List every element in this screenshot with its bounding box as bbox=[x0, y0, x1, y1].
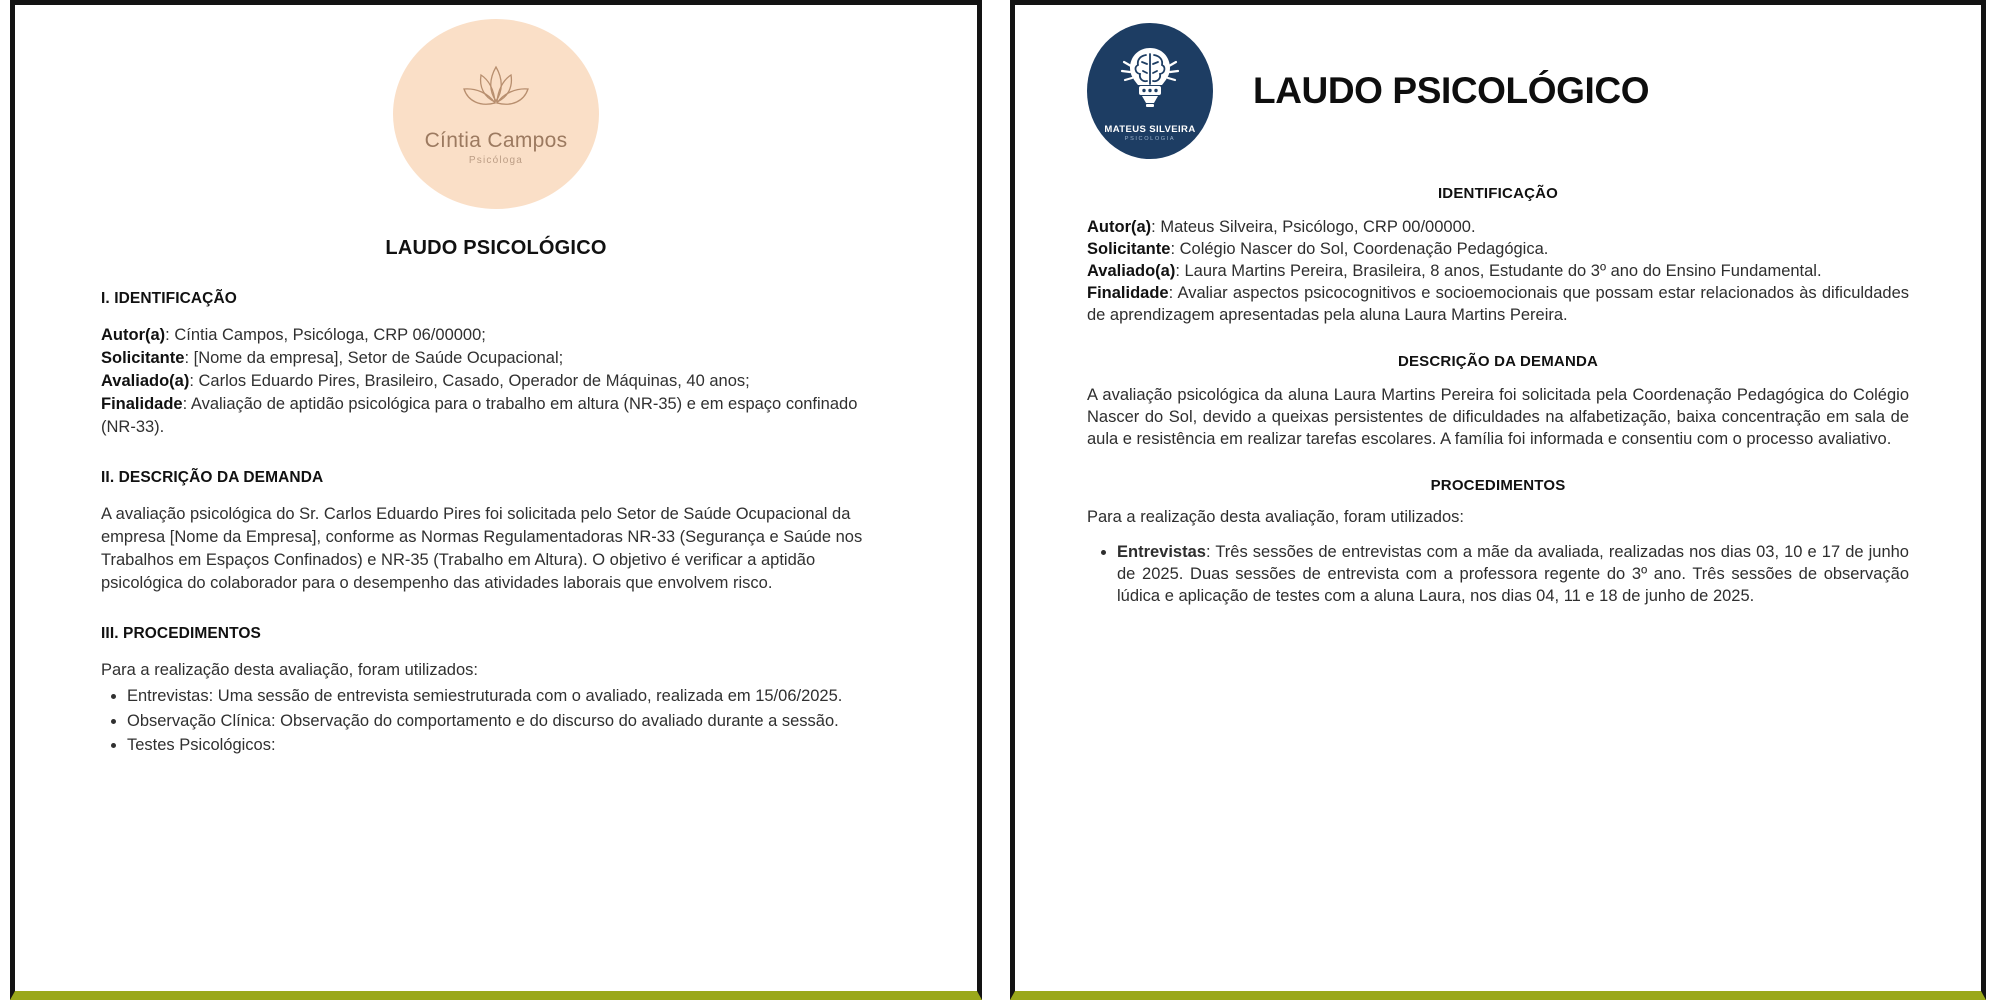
field-label: Avaliado(a) bbox=[101, 372, 190, 391]
field-label: Avaliado(a) bbox=[1087, 261, 1176, 280]
section-heading-procedimentos-a: III. PROCEDIMENTOS bbox=[101, 624, 261, 642]
field-value: : Carlos Eduardo Pires, Brasileiro, Casado, Operador de Máquinas, 40 anos; bbox=[189, 372, 750, 391]
field-avaliado-a bbox=[101, 370, 891, 393]
field-label: Autor(a) bbox=[101, 326, 166, 344]
field-value: : Laura Martins Pereira, Brasileira, 8 anos, Estudante do 3º ano do Ensino Fundamental. bbox=[1175, 261, 1822, 280]
field-label: Autor(a) bbox=[1087, 218, 1152, 236]
logo-a-brand-subtitle: Psicóloga bbox=[468, 154, 524, 166]
list-item bbox=[1117, 542, 1909, 608]
list-item: • Entrevistas: Uma sessão de entrevista semiestruturada com o avaliado, realizada em 15/06/2025. bbox=[127, 685, 891, 707]
list-item-value: : Três sessões de entrevistas com a mãe da avaliada, realizadas nos dias 03, 10 e 17 de junho de 2025. Duas sessões de entrevista com a professora regente do 3º ano. Três sessões de observação lúdica e aplicação de testes com a aluna Laura, nos dias 04, 11 e 18 de junho de 2025. bbox=[1117, 543, 1909, 606]
document-page-right bbox=[1010, 0, 1986, 1000]
document-page-left bbox=[10, 0, 982, 1000]
field-label: Finalidade bbox=[101, 395, 183, 414]
field-solicitante-a bbox=[101, 347, 891, 370]
field-value: : Cíntia Campos, Psicóloga, CRP 06/00000; bbox=[165, 326, 486, 344]
list-item: • Observação Clínica: Observação do comportamento e do discurso do avaliado durante a sessão. bbox=[127, 710, 891, 732]
document-b-header bbox=[1087, 5, 1909, 159]
field-autor-b bbox=[1087, 217, 1909, 239]
identificacao-list-b bbox=[1087, 217, 1909, 327]
field-finalidade-b bbox=[1087, 283, 1909, 327]
logo-b-brand-name: MATEUS SILVEIRA bbox=[1104, 124, 1196, 135]
procedimentos-list-a bbox=[101, 685, 891, 756]
section-heading-demanda-b: DESCRIÇÃO DA DEMANDA bbox=[1397, 352, 1599, 370]
section-heading-identificacao-b: IDENTIFICAÇÃO bbox=[1437, 185, 1559, 202]
field-value: : Mateus Silveira, Psicólogo, CRP 00/00000. bbox=[1151, 218, 1476, 236]
field-label: Finalidade bbox=[1087, 283, 1169, 302]
identificacao-list-a bbox=[101, 324, 891, 439]
procedimentos-intro-a: Para a realização desta avaliação, foram utilizados: bbox=[101, 660, 478, 679]
logo-a-container bbox=[101, 5, 891, 209]
brand-logo-mateus-silveira bbox=[1087, 23, 1213, 159]
field-value: : Avaliar aspectos psicocognitivos e socioemocionais que possam estar relacionados às dificuldades de aprendizagem apresentadas pela aluna Laura Martins Pereira. bbox=[1087, 283, 1909, 324]
brand-logo-cintia-campos bbox=[393, 19, 599, 209]
field-avaliado-b bbox=[1087, 261, 1909, 283]
list-item: • Testes Psicológicos: bbox=[127, 734, 891, 756]
demanda-paragraph-b: A avaliação psicológica da aluna Laura Martins Pereira foi solicitada pela Coordenação Pedagógica do Colégio Nascer do Sol, devido a queixas persistentes de dificuldades na alfabetização, baixa concentração em sala de aula e resistência em realizar tarefas escolares. A família foi informada e consentiu com o processo avaliativo. bbox=[1087, 385, 1909, 448]
document-a-title: LAUDO PSICOLÓGICO bbox=[385, 237, 607, 259]
document-b-title: LAUDO PSICOLÓGICO bbox=[1253, 70, 1650, 111]
procedimentos-intro-b: Para a realização desta avaliação, foram utilizados: bbox=[1087, 507, 1464, 526]
field-solicitante-b bbox=[1087, 239, 1909, 261]
lightbulb-brain-icon bbox=[1112, 40, 1188, 123]
lotus-flower-icon bbox=[448, 63, 544, 127]
field-value: : Avaliação de aptidão psicológica para o trabalho em altura (NR-35) e em espaço confinado (NR-33). bbox=[101, 395, 858, 437]
field-autor-a bbox=[101, 324, 891, 347]
logo-b-brand-subtitle: PSICOLOGIA bbox=[1124, 136, 1176, 142]
section-heading-identificacao-a: I. IDENTIFICAÇÃO bbox=[101, 290, 237, 307]
section-heading-demanda-a: II. DESCRIÇÃO DA DEMANDA bbox=[101, 469, 324, 487]
field-label: Solicitante bbox=[101, 349, 185, 368]
field-label: Solicitante bbox=[1087, 239, 1171, 258]
demanda-paragraph-a: A avaliação psicológica do Sr. Carlos Eduardo Pires foi solicitada pelo Setor de Saúde Ocupacional da empresa [Nome da Empresa], conforme as Normas Regulamentadoras NR-33 (Segurança e Saúde nos Trabalhos em Espaços Confinados) e NR-35 (Trabalho em Altura). O objetivo é verificar a aptidão psicológica do colaborador para o desempenho das atividades laborais que envolvem risco. bbox=[101, 505, 863, 592]
list-item-label: Entrevistas bbox=[1117, 543, 1206, 562]
document-b-sheet bbox=[1015, 5, 1981, 991]
document-a-sheet bbox=[15, 5, 977, 991]
field-value: : [Nome da empresa], Setor de Saúde Ocupacional; bbox=[184, 349, 564, 368]
section-heading-procedimentos-b: PROCEDIMENTOS bbox=[1430, 476, 1566, 494]
procedimentos-list-b bbox=[1087, 542, 1909, 608]
field-value: : Colégio Nascer do Sol, Coordenação Pedagógica. bbox=[1170, 239, 1549, 258]
field-finalidade-a bbox=[101, 393, 891, 439]
logo-a-brand-name: Cíntia Campos bbox=[424, 128, 568, 152]
